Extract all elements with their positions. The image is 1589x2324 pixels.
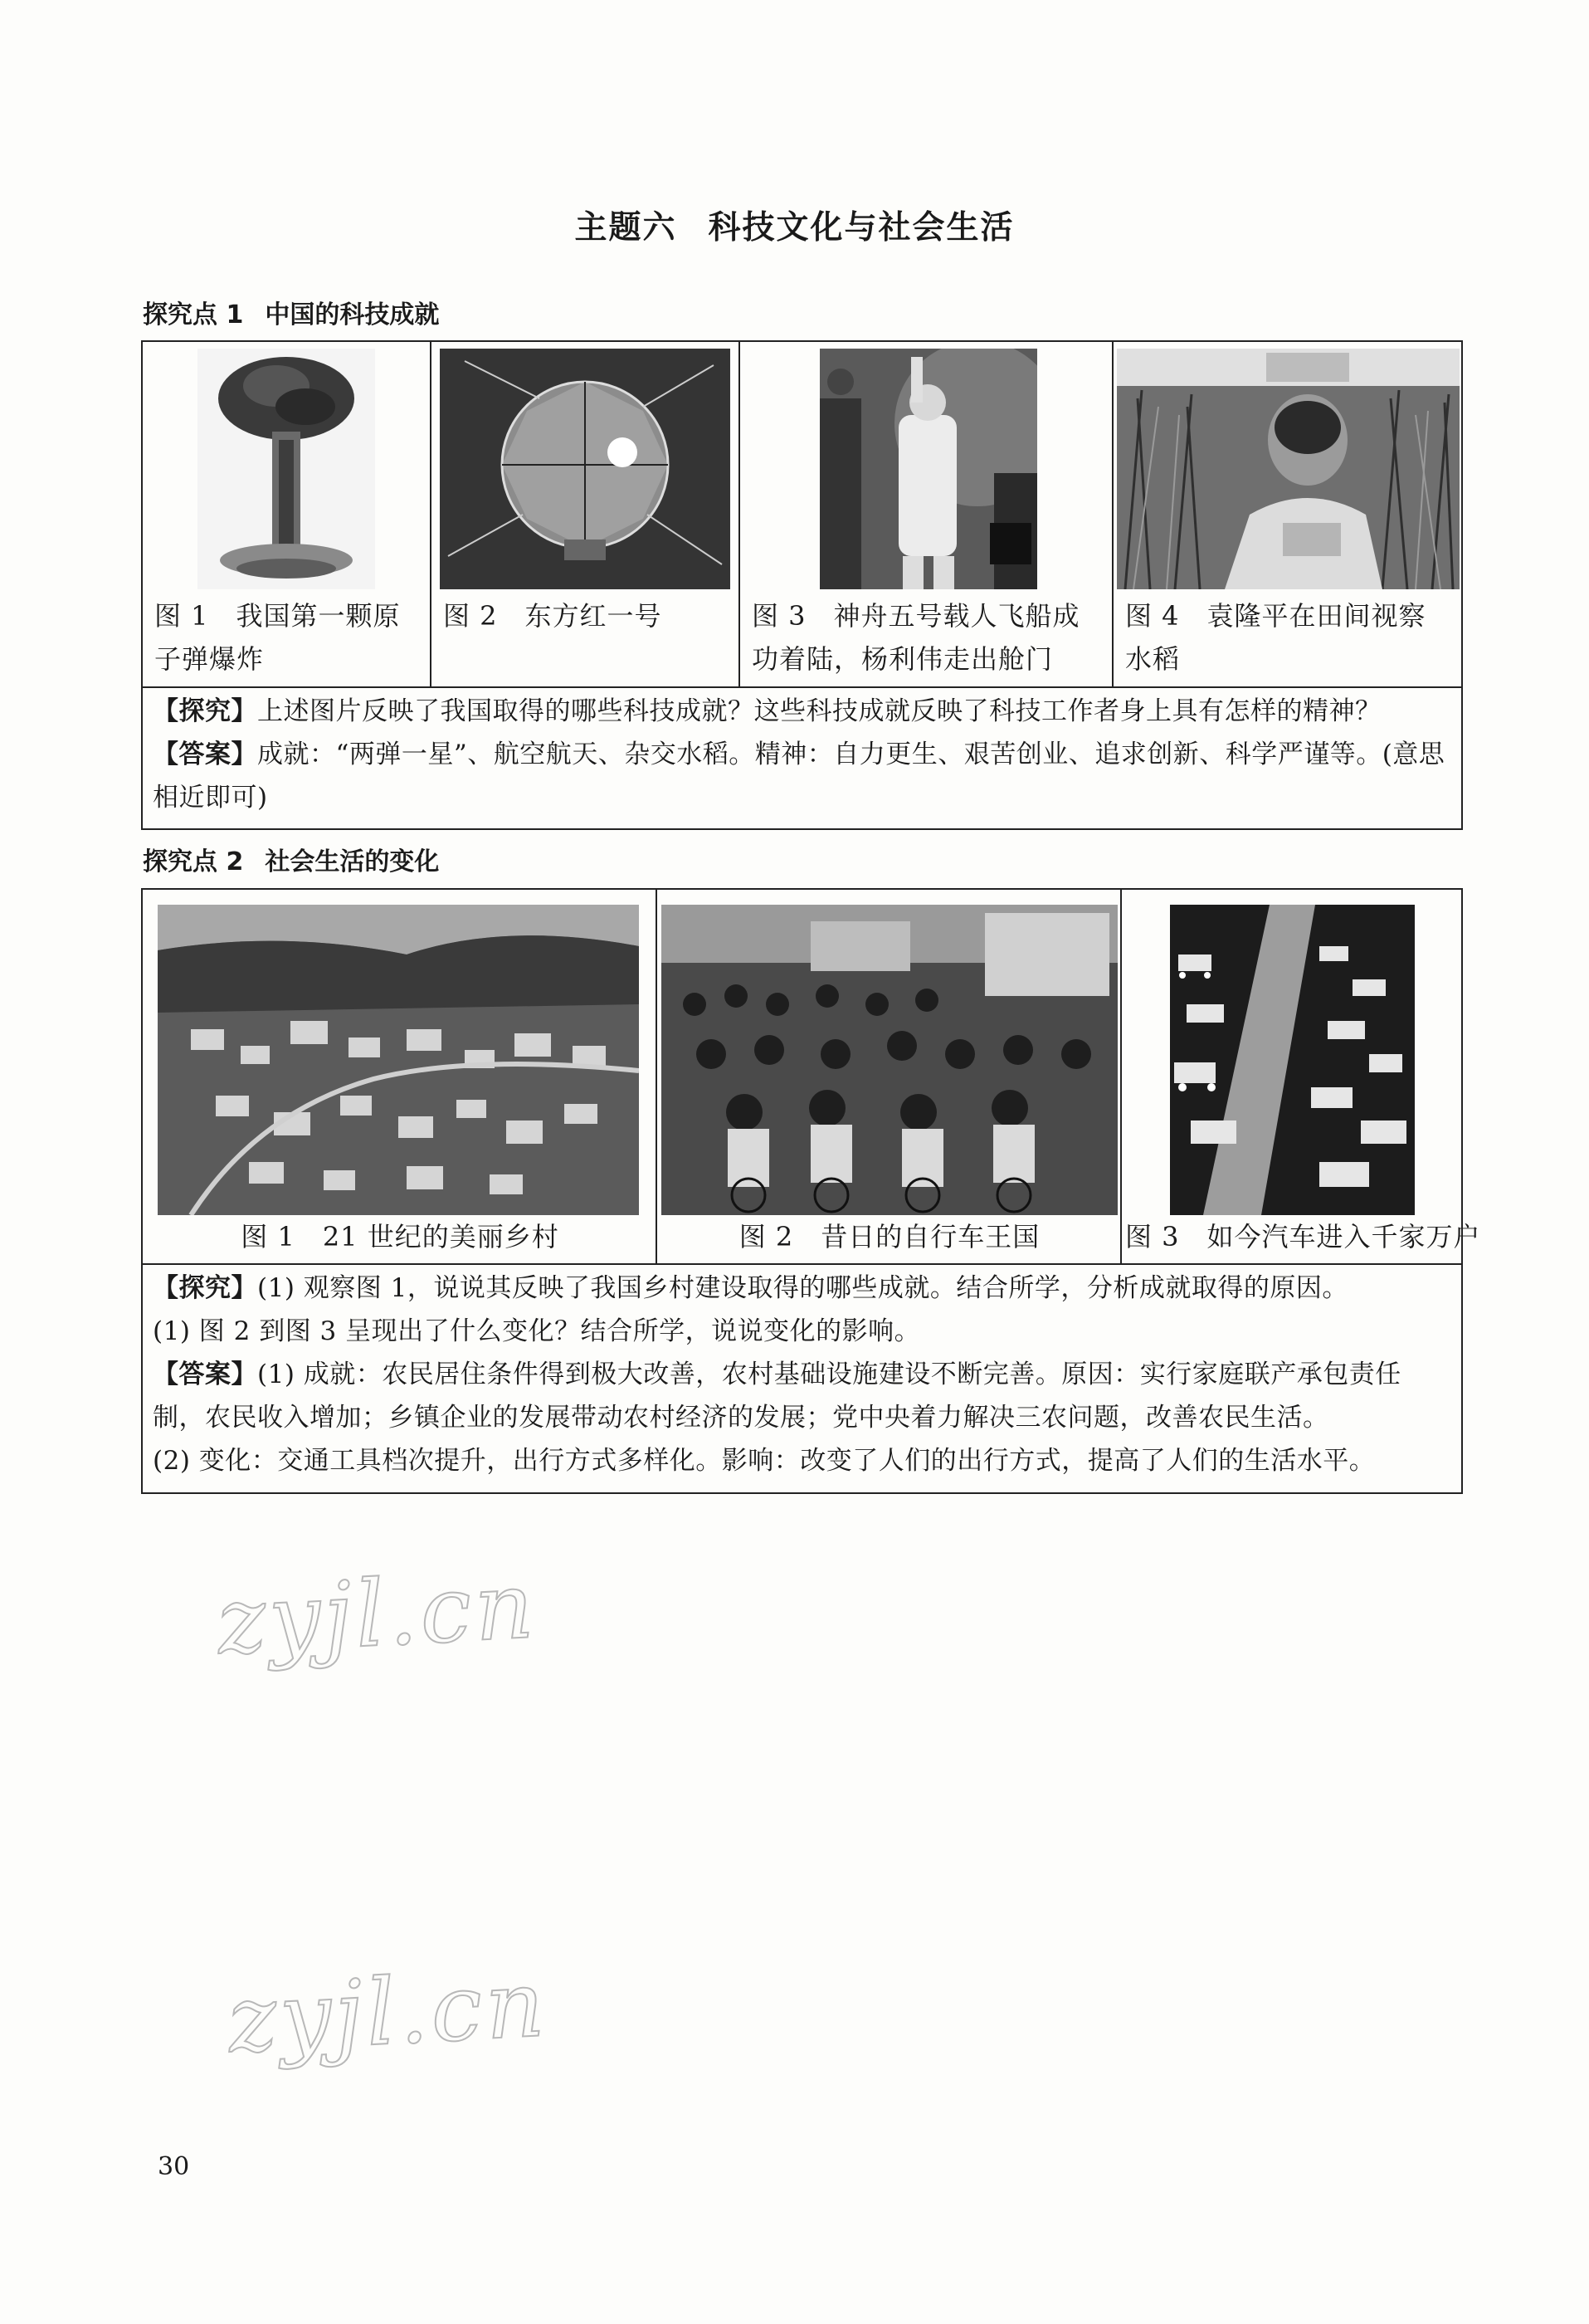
watermark-2: zyjl.cn [225,1950,550,2073]
title-main: 主题六 [574,209,677,247]
figure-caption-1: 图 1 我国第一颗原子弹爆炸 [154,600,401,675]
figure2-caption-3: 图 3 如今汽车进入千家万户 [1125,1221,1481,1252]
mushroom-cloud-photo [197,349,375,589]
section2-divider [143,1263,1461,1265]
watermark-1: zyjl.cn [214,1552,539,1675]
page-title [0,202,1589,248]
section1-label: 探究点 1 中国的科技成就 [143,300,440,330]
figure2-caption-2: 图 2 昔日的自行车王国 [738,1221,1041,1252]
section2-inquiry-2: (1) 图 2 到图 3 呈现出了什么变化？结合所学，说说变化的影响。 [153,1316,921,1346]
astronaut-photo [820,349,1037,589]
section2-answer: 【答案】(1) 成就：农民居住条件得到极大改善，农村基础设施建设不断完善。原因：实行家庭联产承包责任制，农民收入增加；乡镇企业的发展带动农村经济的发展；党中央着力解决三农问题，改善农民生活。 [153,1360,1401,1433]
section1-figure-row [143,342,1461,686]
figure-caption-2: 图 2 东方红一号 [443,600,662,632]
figure2-cell-2 [657,890,1122,1263]
section1-answer: 【答案】成就：“两弹一星”、航空航天、杂交水稻。精神：自力更生、艰苦创业、追求创新、科学严谨等。(意思相近即可) [153,740,1445,813]
section1-divider [143,686,1461,688]
section2-inquiry: 【探究】(1) 观察图 1，说说其反映了我国乡村建设取得的哪些成就。结合所学，分析成就取得的原因。 [153,1273,1348,1303]
section2-figure-row [143,890,1481,1263]
satellite-photo [440,349,730,589]
figure-caption-3: 图 3 神舟五号载人飞船成功着陆，杨利伟走出舱门 [752,600,1080,675]
figure-cell-2 [431,342,740,686]
page-number: 30 [158,2152,190,2181]
figure-cell-4 [1114,342,1465,686]
section1-box [141,340,1463,830]
bicycles-photo [661,905,1118,1215]
figure2-caption-1: 图 1 21 世纪的美丽乡村 [241,1221,559,1252]
traffic-photo [1170,905,1415,1215]
section2-answer-2: (2) 变化：交通工具档次提升，出行方式多样化。影响：改变了人们的出行方式，提高了人们的生活水平。 [153,1446,1376,1476]
rice-field-photo [1117,349,1460,589]
figure-caption-4: 图 4 袁隆平在田间视察水稻 [1125,600,1426,675]
figure2-cell-3 [1122,890,1481,1263]
figure-cell-3 [740,342,1114,686]
figure-cell-1 [143,342,431,686]
figure2-cell-1 [143,890,657,1263]
section1-inquiry: 【探究】上述图片反映了我国取得的哪些科技成就？这些科技成就反映了科技工作者身上具有怎样的精神？ [153,696,1382,726]
section2-box [141,888,1481,1494]
section2-label: 探究点 2 社会生活的变化 [143,847,440,876]
title-sub: 科技文化与社会生活 [708,209,1015,247]
village-photo [158,905,639,1215]
